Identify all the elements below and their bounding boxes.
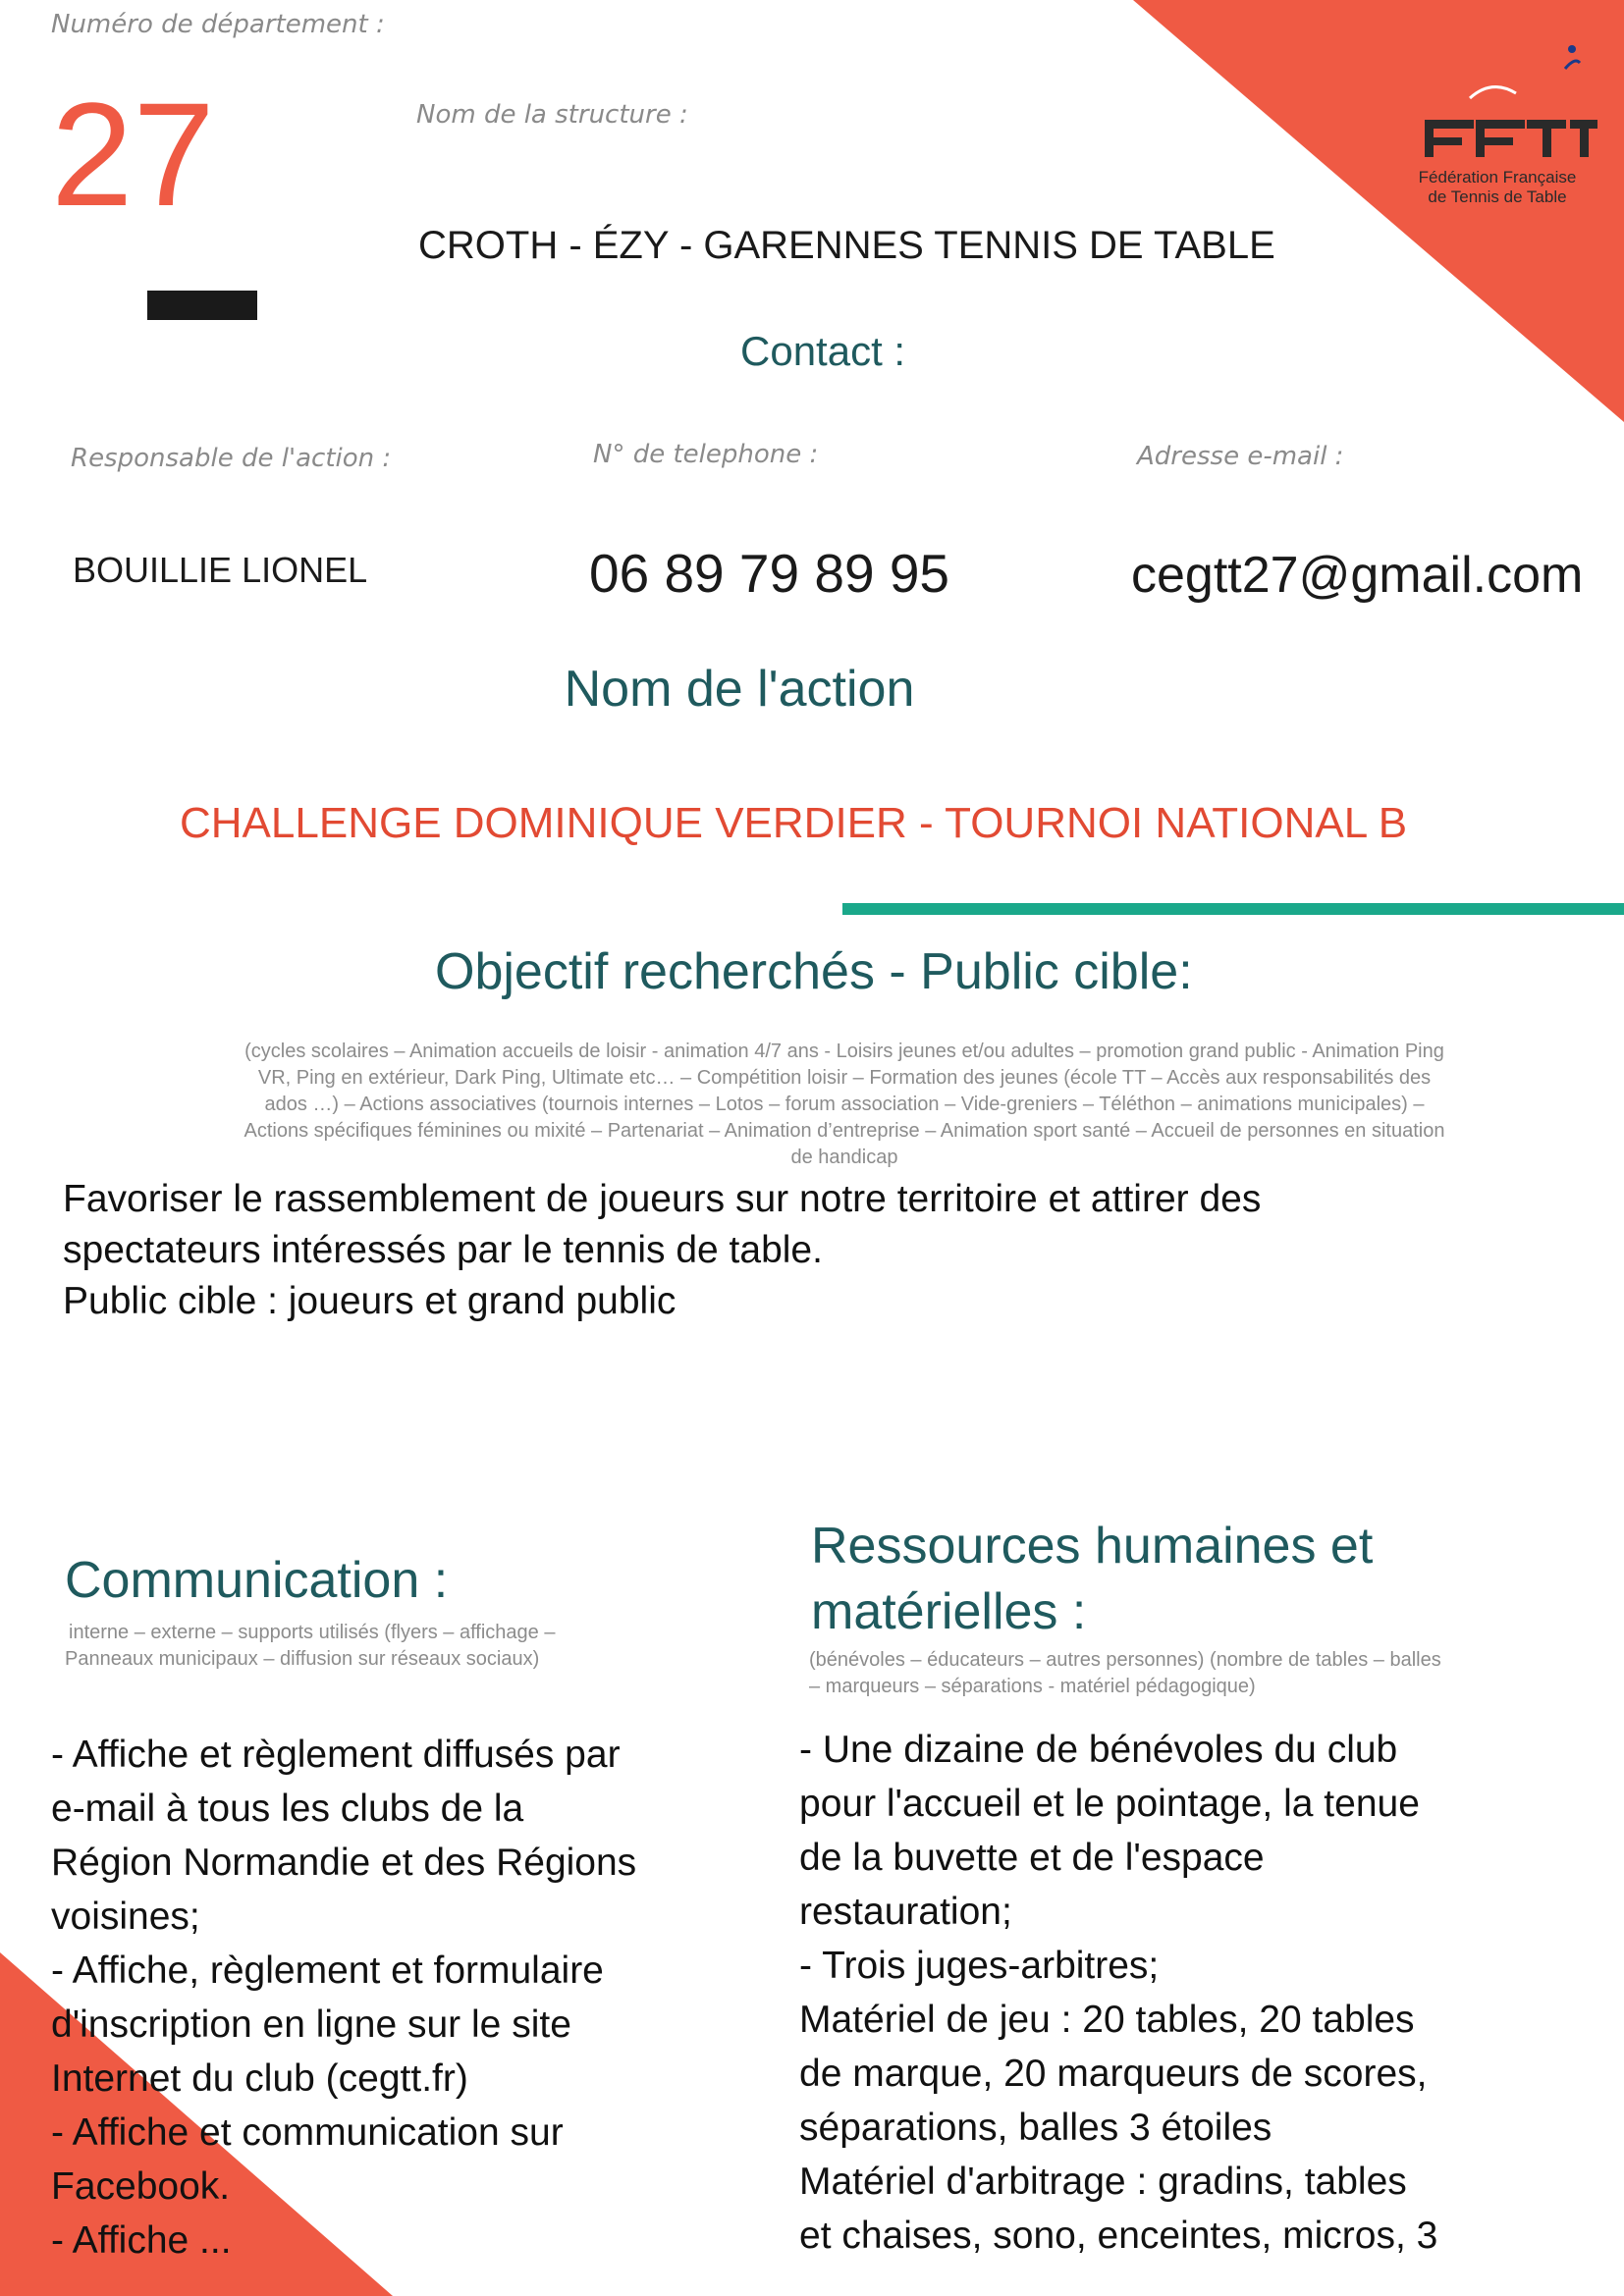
department-label: Numéro de département : (51, 10, 385, 39)
objectif-text (63, 1174, 1261, 1327)
communication-text-line: - Affiche et règlement diffusés par (51, 1734, 621, 1776)
communication-text-line: Région Normandie et des Régions (51, 1842, 637, 1884)
ressources-text (799, 1723, 1506, 2257)
contact-heading: Contact : (740, 328, 906, 374)
ressources-text-line: de la buvette et de l'espace (799, 1837, 1265, 1879)
section-divider-bar (842, 903, 1624, 915)
communication-text (51, 1728, 699, 2262)
objectif-text-line: spectateurs intéressés par le tennis de table. (63, 1229, 823, 1271)
objectif-heading: Objectif recherchés - Public cible: (435, 943, 1193, 1000)
communication-text-line: Internet du club (cegtt.fr) (51, 2057, 468, 2100)
fftt-logo (1354, 39, 1599, 216)
responsable-label: Responsable de l'action : (71, 444, 392, 473)
action-name: CHALLENGE DOMINIQUE VERDIER - TOURNOI NATIONAL B (180, 799, 1408, 847)
communication-hint-line: interne – externe – supports utilisés (flyers – affichage – (69, 1622, 556, 1643)
ressources-hint-line: (bénévoles – éducateurs – autres personnes) (nombre de tables – balles (809, 1649, 1441, 1671)
ressources-text-line: restauration; (799, 1891, 1012, 1933)
department-redaction-bar (147, 291, 257, 320)
communication-hint-line: Panneaux municipaux – diffusion sur réseaux sociaux) (65, 1648, 540, 1670)
structure-name: CROTH - ÉZY - GARENNES TENNIS DE TABLE (418, 224, 1275, 267)
phone-value: 06 89 79 89 95 (589, 543, 950, 604)
logo-subtitle-2: de Tennis de Table (1428, 187, 1567, 206)
ressources-hint (809, 1647, 1441, 1700)
ressources-heading-line-1: Ressources humaines et (811, 1518, 1374, 1575)
ressources-text-line: Matériel d'arbitrage : gradins, tables (799, 2161, 1407, 2203)
objectif-hint-line: ados …) – Actions associatives (tournois internes – Lotos – forum association – Vide-greniers – Téléthon – animations municipales) – (264, 1094, 1425, 1115)
communication-text-line: e-mail à tous les clubs de la (51, 1788, 524, 1830)
ressources-text-line: Matériel de jeu : 20 tables, 20 tables (799, 1999, 1415, 2041)
logo-subtitle-1: Fédération Française (1418, 168, 1577, 187)
ressources-hint-line: – marqueurs – séparations - matériel pédagogique) (809, 1676, 1256, 1697)
communication-text-line: Facebook. (51, 2165, 231, 2208)
ressources-heading-line-2: matérielles : (811, 1583, 1087, 1640)
ressources-heading (811, 1514, 1373, 1645)
email-value: cegtt27@gmail.com (1131, 547, 1584, 604)
ressources-text-line: - Trois juges-arbitres; (799, 1945, 1160, 1987)
communication-text-line: - Affiche et communication sur (51, 2111, 564, 2154)
action-heading: Nom de l'action (564, 661, 915, 718)
communication-heading: Communication : (65, 1552, 449, 1609)
communication-text-line: voisines; (51, 1896, 200, 1938)
fftt-logo-graphic (1354, 39, 1599, 216)
communication-text-line: - Affiche, règlement et formulaire (51, 1949, 604, 1992)
communication-text-line: - Affiche ... (51, 2219, 232, 2262)
objectif-hint-line: de handicap (790, 1147, 898, 1168)
communication-text-line: d'inscription en ligne sur le site (51, 2003, 571, 2046)
ressources-text-line: pour l'accueil et le pointage, la tenue (799, 1783, 1420, 1825)
ressources-text-line: - Une dizaine de bénévoles du club (799, 1729, 1398, 1771)
ressources-text-line: de marque, 20 marqueurs de scores, (799, 2053, 1428, 2095)
objectif-hint (137, 1039, 1551, 1171)
email-label: Adresse e-mail : (1137, 442, 1344, 471)
ressources-text-line: séparations, balles 3 étoiles (799, 2107, 1272, 2149)
objectif-text-line: Public cible : joueurs et grand public (63, 1280, 677, 1322)
objectif-hint-line: Actions spécifiques féminines ou mixité – Partenariat – Animation d’entreprise – Animation sport santé – Accueil de personnes en situation (244, 1120, 1445, 1142)
objectif-hint-line: VR, Ping en extérieur, Dark Ping, Ultimate etc… – Compétition loisir – Formation des jeunes (école TT – Accès aux responsabilités des (257, 1067, 1432, 1089)
phone-label: N° de telephone : (593, 440, 819, 469)
structure-label: Nom de la structure : (416, 100, 688, 130)
responsable-value: BOUILLIE LIONEL (73, 550, 368, 590)
communication-hint (65, 1620, 555, 1673)
objectif-text-line: Favoriser le rassemblement de joueurs sur notre territoire et attirer des (63, 1178, 1262, 1220)
objectif-hint-line: (cycles scolaires – Animation accueils de loisir - animation 4/7 ans - Loisirs jeunes et/ou adultes – promotion grand public - Animation Ping (244, 1041, 1444, 1062)
department-number: 27 (51, 72, 215, 237)
ressources-text-line: et chaises, sono, enceintes, micros, 3 (799, 2215, 1438, 2257)
